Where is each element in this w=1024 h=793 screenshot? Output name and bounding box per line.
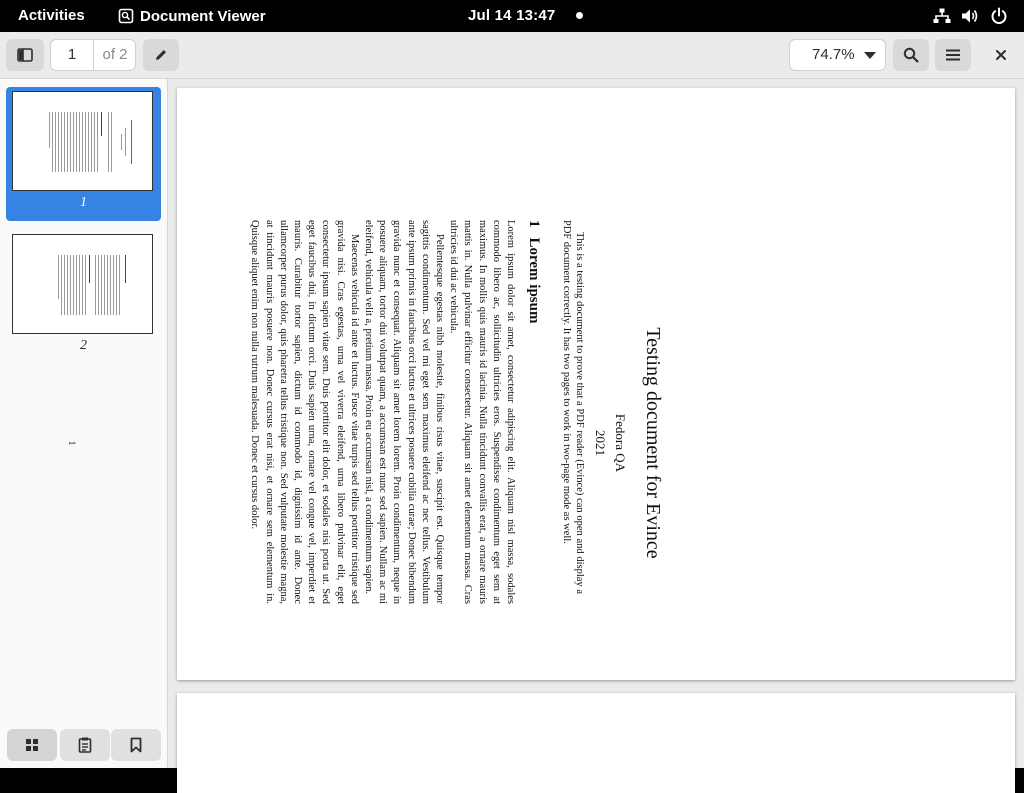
- document-page-2: [177, 693, 1015, 793]
- main-menu-button[interactable]: [935, 39, 971, 71]
- document-abstract: This is a testing document to prove that a PDF reader (Evince) can open and display a PDF document correctly. It has two pages to work in two-page mode as well.: [561, 220, 585, 594]
- page-selector[interactable]: [50, 39, 136, 71]
- document-author: Fedora QA: [613, 413, 628, 473]
- search-icon: [903, 47, 919, 63]
- app-name: Document Viewer: [140, 7, 266, 25]
- thumbnail-label: 1: [80, 195, 87, 210]
- system-top-bar: [0, 0, 1024, 32]
- app-menu[interactable]: [118, 6, 266, 26]
- notification-dot: [576, 12, 583, 19]
- section-number: 1: [526, 220, 542, 228]
- paragraph: Lorem ipsum dolor sit amet, consectetur adipiscing elit. Aliquam nisl massa, sodales commodo libero ac, sollicitudin ultricies eros. Suspendisse condimentum eget sem at maximus. In mollis quis mauris id lacinia. Nulla tincidunt convallis erat, a ornare mauris mattis in. Nulla pulvinar efficitur consectetur. Aliquam sit amet elementum massa. Cras ultricies id dui ac vehicula.: [448, 220, 516, 604]
- document-page-1: [67, 88, 1015, 680]
- outline-view-button[interactable]: [60, 729, 110, 761]
- section-heading: [525, 220, 542, 323]
- zoom-selector[interactable]: [789, 39, 886, 71]
- power-icon[interactable]: [989, 6, 1009, 26]
- search-button[interactable]: [893, 39, 929, 71]
- page-number: 1: [67, 440, 77, 446]
- document-outline-icon: [78, 737, 92, 753]
- document-title: Testing document for Evince: [642, 327, 664, 559]
- current-page-input[interactable]: 1: [51, 40, 94, 70]
- paragraph: Maecenas vehicula id ante et luctus. Fusce vitae turpis sed tellus porttitor tristique sed gravida nisi. Cras egestas, urna vel viverra eleifend, urna libero pulvinar elit, eget consectetur ipsum sapien vitae sem. Duis porttitor elit dolor, et sodales nisi porta ut. Sed eget faucibus dui, in dictum orci. Duis sapien urna, ornare vel congue vel, imperdiet et mauris. Curabitur tortor sapien, dictum id commodo id, dignissim id ante. Donec ullamcorper purus dolor, quis pharetra tellus tristique non. Sed vulputate molestie magna, at tincidunt mauris posuere non. Donec cursus erat nisi, et ornare sem elementum in. Quisque aliquet enim non nulla rutrum malesuada. Donec et cursus dolor.: [249, 220, 360, 604]
- paragraph: Pellentesque egestas nibh molestie, finibus risus vitae, suscipit est. Quisque tempor sagittis condimentum. Sed vel mi eget sem maximus eleifend ac nec tellus. Vestibulum ante ipsum primis in faucibus orci luctus et ultrices posuere cubilia curae; Donec bibendum gravida nunc et consequat. Aliquam sit amet lorem lorem. Proin condimentum, neque in posuere aliquam, tortor dui volutpat quam, a accumsan est nunc sed sapien. Nullam ac mi eleifend, vehicula velit a, pretium massa. Proin eu accumsan nisl, a condimentum sapien.: [362, 220, 445, 605]
- chevron-down-icon: [864, 52, 876, 59]
- sidebar-icon: [17, 48, 33, 62]
- grid-icon: [26, 739, 38, 751]
- bookmark-icon: [130, 737, 142, 753]
- rotated-page-content: [0, 162, 697, 724]
- zoom-level: 74.7%: [812, 46, 855, 63]
- bookmarks-view-button[interactable]: [111, 729, 161, 761]
- close-button[interactable]: [986, 39, 1016, 71]
- pencil-icon: [154, 48, 168, 62]
- clock[interactable]: Jul 14 13:47: [468, 7, 556, 24]
- document-viewer-icon: [118, 8, 134, 24]
- document-view[interactable]: [67, 79, 1024, 768]
- section-body: [247, 220, 517, 604]
- annotate-button[interactable]: [143, 39, 179, 71]
- volume-icon[interactable]: [960, 6, 980, 26]
- document-year: 2021: [593, 430, 608, 456]
- thumbnail-label: 2: [80, 338, 87, 353]
- activities-button[interactable]: Activities: [18, 7, 85, 24]
- close-icon: [995, 49, 1007, 61]
- header-bar: [0, 32, 1024, 79]
- page-total: of 2: [102, 46, 128, 63]
- sidebar-toggle-button[interactable]: [6, 39, 44, 71]
- hamburger-menu-icon: [946, 49, 960, 61]
- thumbnails-view-button[interactable]: [7, 729, 57, 761]
- document-viewer-window: [0, 32, 1024, 768]
- network-icon[interactable]: [932, 6, 952, 26]
- section-title: Lorem ipsum: [526, 237, 542, 324]
